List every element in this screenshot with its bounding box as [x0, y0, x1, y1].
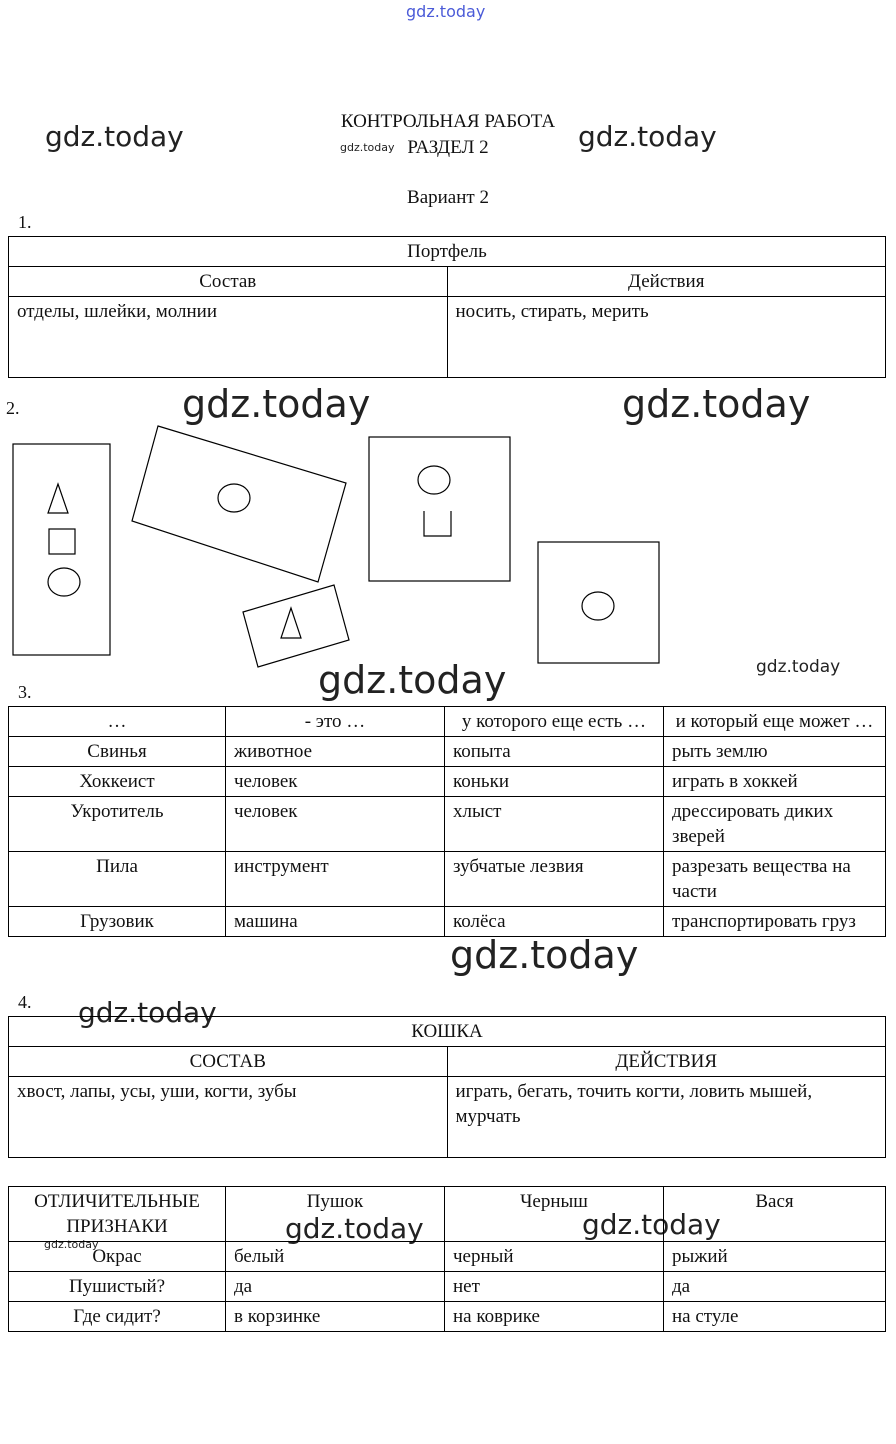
column-header: … — [9, 707, 226, 737]
table-cell: животное — [226, 737, 445, 767]
task-number: 2. — [6, 398, 20, 418]
table-row — [9, 1242, 886, 1272]
table-title: КОШКА — [9, 1017, 886, 1047]
table-cell: Пила — [9, 852, 226, 907]
task4-table — [8, 1016, 886, 1158]
task1-table — [8, 236, 886, 378]
table-row — [9, 797, 886, 852]
table-cell: рыть землю — [664, 737, 886, 767]
column-header: Действия — [447, 267, 886, 297]
group-rectangle — [369, 437, 510, 581]
column-header: Черныш — [445, 1187, 664, 1242]
table-cell: да — [226, 1272, 445, 1302]
watermark: gdz.today — [582, 1208, 721, 1241]
table-cell: белый — [226, 1242, 445, 1272]
table-cell: зубчатые лезвия — [445, 852, 664, 907]
table-cell: транспортировать груз — [664, 907, 886, 937]
watermark: gdz.today — [450, 933, 639, 977]
table-row — [9, 737, 886, 767]
section-title: РАЗДЕЛ 2 — [407, 137, 489, 158]
triangle-shape — [281, 608, 301, 638]
table-row — [9, 767, 886, 797]
page-title: КОНТРОЛЬНАЯ РАБОТА — [340, 111, 556, 132]
table-row — [9, 1302, 886, 1332]
column-header: Вася — [664, 1187, 886, 1242]
tilted-rectangle — [132, 426, 346, 582]
column-header: Состав — [9, 267, 448, 297]
table-cell: человек — [226, 767, 445, 797]
watermark: gdz.today — [45, 120, 184, 153]
table-cell: нет — [445, 1272, 664, 1302]
group-rectangle — [538, 542, 659, 663]
table-cell: копыта — [445, 737, 664, 767]
features-table — [8, 1186, 886, 1332]
watermark: gdz.today — [182, 382, 371, 426]
open-square-shape — [424, 511, 451, 536]
table-cell: колёса — [445, 907, 664, 937]
table-cell: человек — [226, 797, 445, 852]
column-header: у которого еще есть … — [445, 707, 664, 737]
column-header: - это … — [226, 707, 445, 737]
task3-table — [8, 706, 886, 937]
column-header: ДЕЙСТВИЯ — [447, 1047, 886, 1077]
task-number: 4. — [18, 992, 32, 1012]
table-cell: играть в хоккей — [664, 767, 886, 797]
watermark-small: gdz.today — [44, 1238, 99, 1251]
table-cell: машина — [226, 907, 445, 937]
table-row — [9, 907, 886, 937]
table-cell: рыжий — [664, 1242, 886, 1272]
column-header: ОТЛИЧИТЕЛЬНЫЕ ПРИЗНАКИ — [9, 1187, 226, 1242]
circle-shape — [48, 568, 80, 596]
table-cell: дрессировать диких зверей — [664, 797, 886, 852]
circle-shape — [218, 484, 250, 512]
table-cell: Где сидит? — [9, 1302, 226, 1332]
shapes-diagram — [0, 420, 896, 680]
table-cell: разрезать вещества на части — [664, 852, 886, 907]
composition-cell: хвост, лапы, усы, уши, когти, зубы — [9, 1077, 448, 1158]
watermark: gdz.today — [578, 120, 717, 153]
watermark: gdz.today — [78, 996, 217, 1029]
watermark-small: gdz.today — [340, 141, 395, 154]
watermark: gdz.today — [318, 658, 507, 702]
table-row — [9, 852, 886, 907]
table-cell: Пушистый? — [9, 1272, 226, 1302]
table-title: Портфель — [9, 237, 886, 267]
watermark: gdz.today — [285, 1212, 424, 1245]
table-cell: черный — [445, 1242, 664, 1272]
table-row — [9, 1272, 886, 1302]
group-rectangle — [13, 444, 110, 655]
composition-cell: отделы, шлейки, молнии — [9, 297, 448, 378]
table-cell: инструмент — [226, 852, 445, 907]
watermark-top: gdz.today — [406, 2, 486, 21]
watermark-small: gdz.today — [756, 657, 841, 677]
table-cell: хлыст — [445, 797, 664, 852]
table-cell: Свинья — [9, 737, 226, 767]
table-cell: Окрас — [9, 1242, 226, 1272]
variant-label: Вариант 2 — [407, 187, 489, 208]
column-header: СОСТАВ — [9, 1047, 448, 1077]
table-cell: да — [664, 1272, 886, 1302]
task-number: 1. — [18, 212, 32, 232]
triangle-shape — [48, 484, 68, 513]
column-header: Пушок — [226, 1187, 445, 1242]
square-shape — [49, 529, 75, 554]
tilted-rectangle — [243, 585, 349, 667]
table-cell: коньки — [445, 767, 664, 797]
table-cell: на коврике — [445, 1302, 664, 1332]
column-header: и который еще может … — [664, 707, 886, 737]
table-cell: на стуле — [664, 1302, 886, 1332]
table-cell: Хоккеист — [9, 767, 226, 797]
actions-cell: носить, стирать, мерить — [447, 297, 886, 378]
watermark: gdz.today — [622, 382, 811, 426]
task-number: 3. — [18, 682, 32, 702]
circle-shape — [582, 592, 614, 620]
actions-cell: играть, бегать, точить когти, ловить мышей, мурчать — [447, 1077, 886, 1158]
table-cell: Грузовик — [9, 907, 226, 937]
table-cell: в корзинке — [226, 1302, 445, 1332]
table-cell: Укротитель — [9, 797, 226, 852]
circle-shape — [418, 466, 450, 494]
